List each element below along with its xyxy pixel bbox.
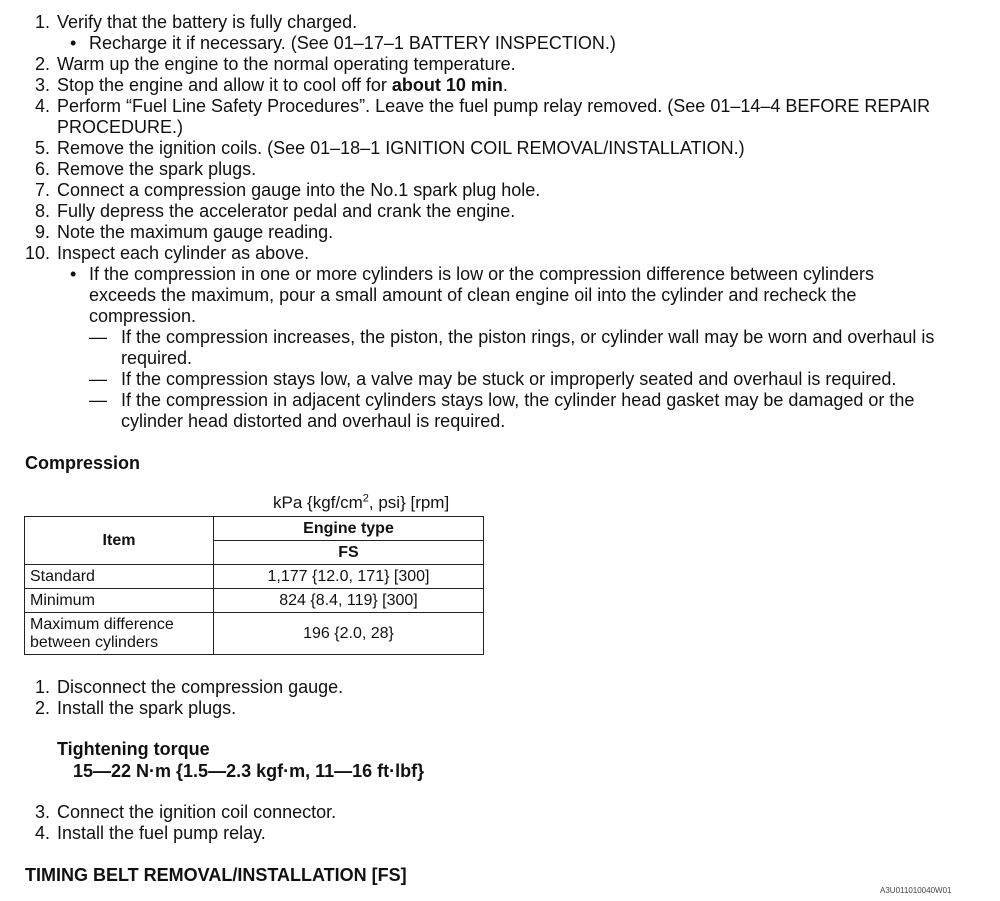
- step-number: 1.: [34, 12, 50, 32]
- step-number: 5.: [34, 138, 50, 158]
- step-number: 6.: [34, 159, 50, 179]
- dash-glyph: —: [89, 327, 107, 347]
- step-text: Stop the engine and allow it to cool off for about 10 min.: [57, 75, 508, 95]
- step-text: Note the maximum gauge reading.: [57, 222, 334, 242]
- step-text: Inspect each cylinder as above.: [57, 243, 310, 263]
- dash-glyph: —: [89, 390, 107, 410]
- table-row: [25, 565, 484, 589]
- bullet-text: Recharge it if necessary. (See 01–17–1 BATTERY INSPECTION.): [89, 33, 616, 53]
- step-number: 2.: [34, 698, 50, 718]
- step-number: 1.: [34, 677, 50, 697]
- footer-code: A3U011010040W01: [880, 886, 952, 895]
- step-number: 2.: [34, 54, 50, 74]
- step-number: 8.: [34, 201, 50, 221]
- step-text: Warm up the engine to the normal operating temperature.: [57, 54, 516, 74]
- torque-value: 15—22 N·m {1.5—2.3 kgf·m, 11—16 ft·lbf}: [73, 761, 425, 781]
- bullet-glyph: •: [70, 264, 77, 284]
- compression-heading: Compression: [25, 453, 141, 473]
- row-item: Maximum difference between cylinders: [25, 613, 214, 655]
- bullet-text: If the compression in one or more cylinders is low or the compression difference between cylinders: [89, 264, 875, 284]
- fs-header: FS: [214, 541, 484, 565]
- step-text: Install the spark plugs.: [57, 698, 237, 718]
- step-text: Perform “Fuel Line Safety Procedures”. Leave the fuel pump relay removed. (See 01–14–4 BEFORE REPAIR: [57, 96, 931, 116]
- step-text: Disconnect the compression gauge.: [57, 677, 344, 697]
- item-header: Item: [25, 517, 214, 565]
- dash-text: If the compression in adjacent cylinders stays low, the cylinder head gasket may be damaged or the: [121, 390, 915, 410]
- engine-type-header: Engine type: [214, 517, 484, 541]
- step-number: 10.: [24, 243, 50, 263]
- dash-text: If the compression increases, the piston, the piston rings, or cylinder wall may be worn and overhaul is: [121, 327, 935, 347]
- step-text: Connect a compression gauge into the No.1 spark plug hole.: [57, 180, 541, 200]
- step-number: 4.: [34, 823, 50, 843]
- dash-text-continued: cylinder head distorted and overhaul is required.: [121, 411, 506, 431]
- torque-label: Tightening torque: [57, 739, 210, 759]
- step-number: 3.: [34, 802, 50, 822]
- row-value: 196 {2.0, 28}: [214, 613, 484, 655]
- dash-text-continued: required.: [121, 348, 193, 368]
- table-units: kPa {$kgf/cm^2$, psi} [rpm]: [273, 492, 450, 512]
- step-text: Remove the spark plugs.: [57, 159, 257, 179]
- table-row: [25, 589, 484, 613]
- row-item: Standard: [25, 565, 214, 589]
- section-title: TIMING BELT REMOVAL/INSTALLATION [FS]: [25, 865, 407, 885]
- step-number: 7.: [34, 180, 50, 200]
- bullet-text-continued: exceeds the maximum, pour a small amount of clean engine oil into the cylinder and recheck the: [89, 285, 857, 305]
- step-text: Fully depress the accelerator pedal and crank the engine.: [57, 201, 516, 221]
- row-value: 1,177 {12.0, 171} [300]: [214, 565, 484, 589]
- step-text: Remove the ignition coils. (See 01–18–1 IGNITION COIL REMOVAL/INSTALLATION.): [57, 138, 745, 158]
- row-value: 824 {8.4, 119} [300]: [214, 589, 484, 613]
- step-text: Connect the ignition coil connector.: [57, 802, 337, 822]
- step-text: Install the fuel pump relay.: [57, 823, 266, 843]
- step-number: 9.: [34, 222, 50, 242]
- dash-glyph: —: [89, 369, 107, 389]
- step-number: 4.: [34, 96, 50, 116]
- step-number: 3.: [34, 75, 50, 95]
- compression-table: [24, 516, 484, 655]
- row-item: Minimum: [25, 589, 214, 613]
- dash-text: If the compression stays low, a valve may be stuck or improperly seated and overhaul is required.: [121, 369, 897, 389]
- table-row: [25, 613, 484, 655]
- step-text: Verify that the battery is fully charged.: [57, 12, 358, 32]
- bullet-text-continued: compression.: [89, 306, 197, 326]
- bullet-glyph: •: [70, 33, 77, 53]
- step-text-continued: PROCEDURE.): [57, 117, 184, 137]
